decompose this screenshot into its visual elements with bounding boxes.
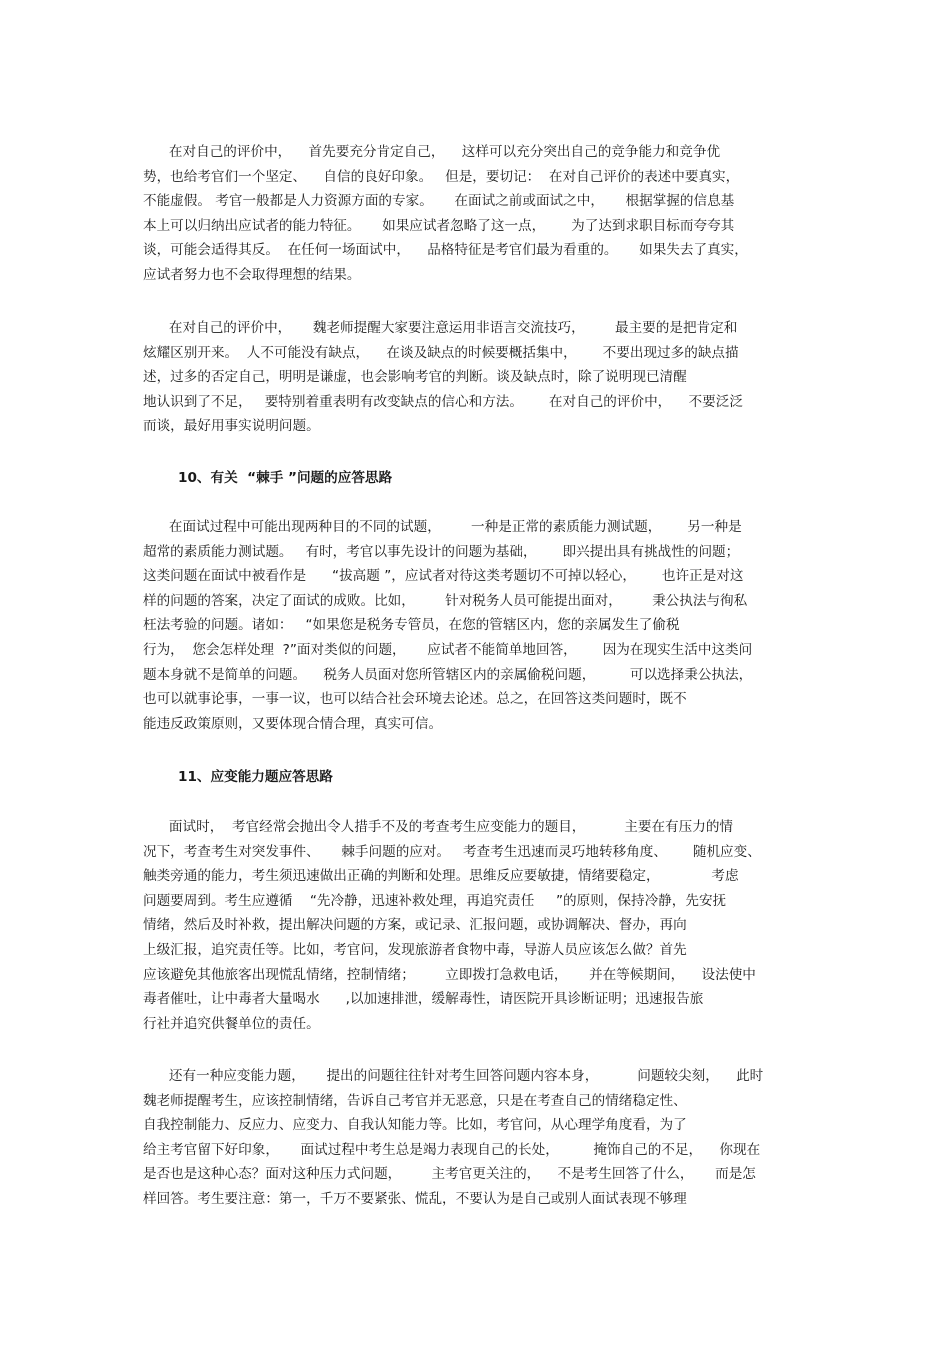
text-line: 上级汇报，追究责任等。比如，考官问，发现旅游者食物中毒，导游人员应该怎么做？首先 [143,941,687,958]
text-line: 势，也给考官们一个坚定、 自信的良好印象。 但是，要切记： 在对自己评价的表述中要真实， [143,168,740,185]
text-line: 不能虚假。 考官一般都是人力资源方面的专家。 在面试之前或面试之中， 根据掌握的信息基 [143,193,735,210]
text-line: 在面试过程中可能出现两种目的不同的试题， 一种是正常的素质能力测试题， 另一种是 [143,519,742,535]
text-line: 样回答。考生要注意：第一，千万不要紧张、慌乱，不要认为是自己或别人面试表现不够理 [143,1190,687,1207]
text-line: 况下，考查考生对突发事件、 棘手问题的应对。 考查考生迅速而灵巧地转移角度、 随机应变、 [143,843,761,860]
paragraph-self-evaluation [143,140,813,288]
text-line: 行为， 您会怎样处理 ?”面对类似的问题， 应试者不能简单地回答， 因为在现实生活中这类问 [143,641,753,658]
text-line: 题本身就不是简单的问题。 税务人员面对您所管辖区内的亲属偷税问题， 可以选择秉公执法， [143,666,753,683]
section-heading-10: 10、有关 “棘手 ”问题的应答思路 [178,470,393,486]
text-line: 行社并追究供餐单位的责任。 [143,1015,320,1032]
text-line: 触类旁通的能力，考生须迅速做出正确的判断和处理。思维反应要敏捷，情绪要稳定， 考虑 [143,868,739,885]
text-line: 是否也是这种心态？面对这种压力式问题， 主考官更关注的， 不是考生回答了什么， 而是怎 [143,1166,756,1183]
text-line: 毒者催吐，让中毒者大量喝水 ,以加速排泄，缓解毒性，请医院开具诊断证明；迅速报告旅 [143,991,704,1008]
text-line: 魏老师提醒考生，应该控制情绪，告诉自己考官并无恶意，只是在考查自己的情绪稳定性、 [143,1092,687,1109]
text-line: 谈，可能会适得其反。 在任何一场面试中， 品格特征是考官们最为看重的。 如果失去了真实， [143,242,748,259]
text-line: 能违反政策原则，又要体现合情合理，真实可信。 [143,715,443,732]
text-line: 面试时， 考官经常会抛出令人措手不及的考查考生应变能力的题目， 主要在有压力的情 [143,819,734,835]
text-line: 述，过多的否定自己，明明是谦虚，也会影响考官的判断。谈及缺点时，除了说明现已清醒 [143,369,687,386]
text-line: 也可以就事论事，一事一议，也可以结合社会环境去论述。总之，在回答这类问题时，既不 [143,691,687,708]
text-line: 枉法考验的问题。诸如： “如果您是税务专管员，在您的管辖区内，您的亲属发生了偷税 [143,617,680,634]
paragraph-adaptability [143,815,813,1036]
text-line: 炫耀区别开来。 人不可能没有缺点， 在谈及缺点的时候要概括集中， 不要出现过多的缺点描 [143,344,739,361]
section-heading-11: 11、应变能力题应答思路 [178,769,333,785]
text-line: 超常的素质能力测试题。 有时，考官以事先设计的问题为基础， 即兴提出具有挑战性的问题； [143,543,740,560]
text-line: 问题要周到。考生应遵循 “先冷静，迅速补救处理，再追究责任 ”的原则，保持冷静，先安抚 [143,892,727,909]
text-line: 而谈，最好用事实说明问题。 [143,418,320,435]
text-line: 还有一种应变能力题， 提出的问题往往针对考生回答问题内容本身， 问题较尖刻， 此时 [143,1068,764,1084]
text-line: 应试者努力也不会取得理想的结果。 [143,266,361,283]
text-line: 地认识到了不足， 要特别着重表明有改变缺点的信心和方法。 在对自己的评价中， 不要泛泛 [143,393,743,410]
text-line: 在对自己的评价中， 首先要充分肯定自己， 这样可以充分突出自己的竞争能力和竞争优 [143,144,721,160]
paragraph-nonverbal-skills [143,316,813,439]
paragraph-pressure-questions [143,1064,813,1212]
text-line: 给主考官留下好印象， 面试过程中考生总是竭力表现自己的长处， 掩饰自己的不足， 你现在 [143,1141,761,1158]
text-line: 这类问题在面试中被看作是 “拔高题 ”，应试者对待这类考题切不可掉以轻心， 也许正是对这 [143,568,744,585]
paragraph-tricky-questions [143,515,813,736]
text-line: 自我控制能力、反应力、应变力、自我认知能力等。比如，考官问，从心理学角度看，为了 [143,1117,687,1134]
text-line: 情绪，然后及时补救，提出解决问题的方案，或记录、汇报问题，或协调解决、督办，再向 [143,917,687,934]
text-line: 样的问题的答案，决定了面试的成败。比如， 针对税务人员可能提出面对， 秉公执法与徇私 [143,592,748,609]
text-line: 本上可以归纳出应试者的能力特征。 如果应试者忽略了这一点， 为了达到求职目标而夸夸其 [143,217,735,234]
text-line: 在对自己的评价中， 魏老师提醒大家要注意运用非语言交流技巧， 最主要的是把肯定和 [143,320,738,336]
text-line: 应该避免其他旅客出现慌乱情绪，控制情绪； 立即拨打急救电话， 并在等候期间， 设法使中 [143,966,756,983]
